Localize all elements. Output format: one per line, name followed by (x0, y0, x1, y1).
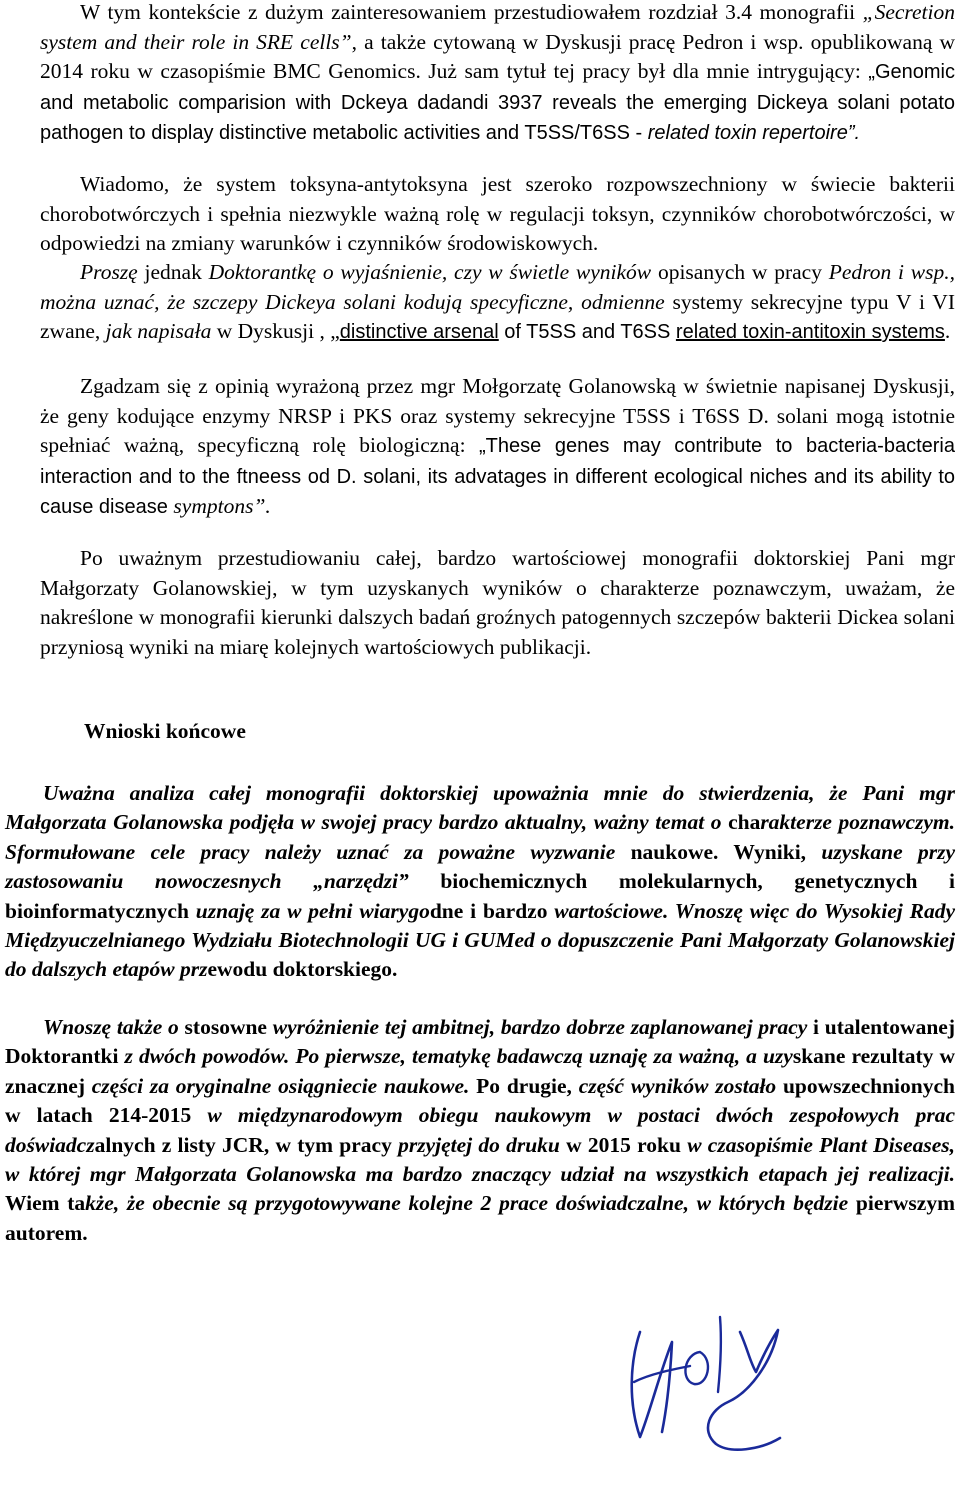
section-heading: Wnioski końcowe (84, 719, 246, 743)
paragraph-3: Proszę jednak Doktorantkę o wyjaśnienie, czy w świetle wyników opisanych w pracy Pedron i wsp., można uznać, że szczepy Dickeya solani kodują specyficzne, odmienne systemy sekrecyjne typu V i VI zwane, jak napisała w Dyskusji , „distinctive arsenal of T5SS and T6SS related toxin-antitoxin systems. (40, 260, 955, 344)
paragraph-1: W tym kontekście z dużym zainteresowaniem przestudiowałem rozdział 3.4 monografii „Secretion system and their role in SRE cells”, a także cytowaną w Dyskusji pracę Pedron i wsp. opublikowaną w 2014 roku w czasopiśmie BMC Genomics. Już sam tytuł tej pracy był dla mnie intrygujący: „Genomic and metabolic comparision with Dckeya dadandi 3937 reveals the emerging Dickeya solani potato pathogen to display distinctive metabolic activities and T5SS/T6SS - related toxin repertoire”. (40, 0, 956, 145)
paragraph-2: Wiadomo, że system toksyna-antytoksyna jest szeroko rozpowszechniony w świecie bakterii chorobotwórczych i spełnia niezwykle ważną rolę w regulacji toksyn, czynników chorobotwórczości, w odpowiedzi na zmiany warunków i czynników środowiskowych. (40, 172, 955, 256)
conclusion-paragraph-2: Wnoszę także o stosowne wyróżnienie tej ambitnej, bardzo dobrze zaplanowanej pracy i utalentowanej Doktorantki z dwóch powodów. Po pierwsze, tematykę badawczą uznaję za ważną, a uzyskane rezultaty w znacznej części za oryginalne osiągniecie naukowe. Po drugie, część wyników zostało upowszechnionych w latach 214-2015 w międzynarodowym obiegu naukowym w postaci dwóch zespołowych prac doświadczalnych z listy JCR, w tym pracy przyjętej do druku w 2015 roku w czasopiśmie Plant Diseases, w której mgr Małgorzata Golanowska ma bardzo znaczący udział na wszystkich etapach jej realizacji. Wiem także, że obecnie są przygotowywane kolejne 2 prace doświadczalne, w których będzie pierwszym autorem. (5, 1015, 956, 1245)
conclusion-paragraph-1: Uważna analiza całej monografii doktorskiej upoważnia mnie do stwierdzenia, że Pani mgr Małgorzata Golanowska podjęła w swojej pracy bardzo aktualny, ważny temat o charakterze poznawczym. Sformułowane cele pracy należy uznać za poważne wyzwanie naukowe. Wyniki, uzyskane przy zastosowaniu nowoczesnych „narzędzi” biochemicznych molekularnych, genetycznych i bioinformatycznych uznaję za w pełni wiarygodne i bardzo wartościowe. Wnoszę więc do Wysokiej Rady Międzyuczelnianego Wydziału Biotechnologii UG i GUMed o dopuszczenie Pani Małgorzaty Golanowskiej do dalszych etapów przewodu doktorskiego. (5, 781, 956, 982)
handwritten-signature (600, 1262, 800, 1462)
paragraph-5: Po uważnym przestudiowaniu całej, bardzo wartościowej monografii doktorskiej Pani mgr Małgorzaty Golanowskiej, w tym uzyskanych wyników o charakterze poznawczym, uważam, że nakreślone w monografii kierunki dalszych badań groźnych patogennych szczepów bakterii Dickea solani przyniosą wyniki na miarę kolejnych wartościowych publikacji. (40, 546, 955, 659)
paragraph-4: Zgadzam się z opinią wyrażoną przez mgr Mołgorzatę Golanowską w świetnie napisanej Dyskusji, że geny kodujące enzymy NRSP i PKS oraz systemy sekrecyjne T5SS i T6SS D. solani mogą istotnie spełniać ważną, specyficzną rolę biologiczną: „These genes may contribute to bacteria-bacteria interaction and to the ftneess od D. solani, its advatages in different ecological niches and its ability to cause disease symptons”. (40, 374, 955, 519)
